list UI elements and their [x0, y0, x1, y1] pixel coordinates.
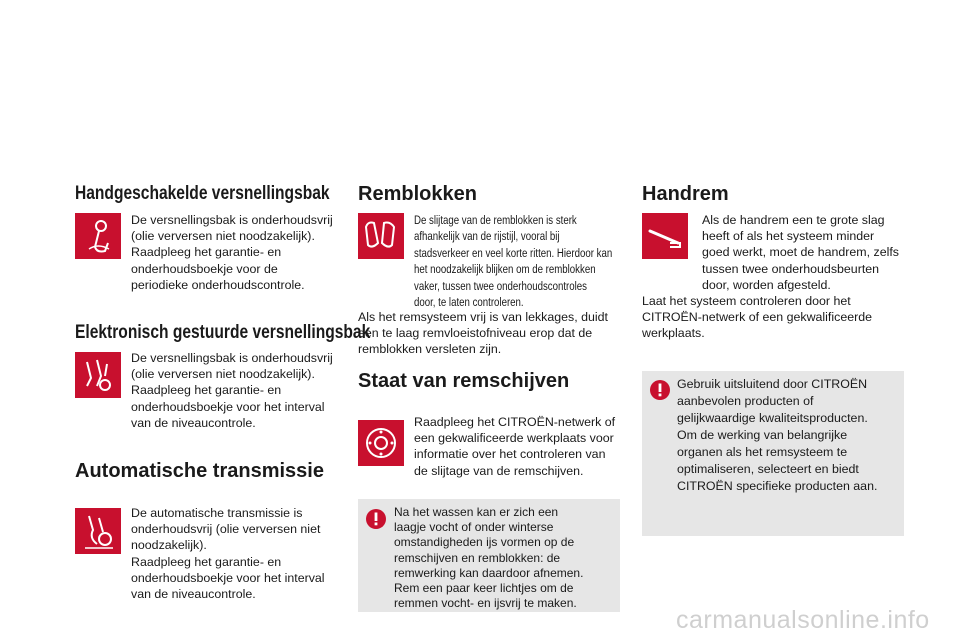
handbrake-text-2 — [642, 293, 912, 342]
text-line: informatie over het controleren van — [414, 447, 606, 462]
text-line: van de niveaucontrole. — [131, 415, 256, 430]
text-line: tussen twee onderhoudsbeurten — [702, 261, 880, 276]
automatic-transmission-icon — [75, 508, 121, 554]
text-line: afhankelijk van de rijstijl, vooral bij — [414, 229, 560, 244]
heading-brake-pads: Remblokken — [358, 183, 477, 205]
handbrake-icon — [642, 213, 688, 259]
text-line: Als de handrem een te grote slag — [702, 213, 885, 227]
text-line: CITROËN-netwerk of een gekwalificeerde — [642, 310, 873, 325]
text-line: periodieke onderhoudscontrole. — [131, 277, 305, 292]
text-line: Raadpleeg het garantie- en — [131, 554, 282, 569]
text-line: door, te laten controleren. — [414, 295, 524, 310]
text-line: goed werkt, moet de handrem, zelfs — [702, 245, 899, 260]
text-line: De automatische transmissie is — [131, 506, 303, 520]
text-line: onderhoudsvrij (olie verversen niet — [131, 522, 321, 537]
text-line: van de niveaucontrole. — [131, 587, 256, 602]
text-line: Raadpleeg het CITROËN-netwerk of — [414, 415, 616, 429]
text-line: Om de werking van belangrijke — [677, 428, 848, 442]
text-line: heeft of als het systeem minder — [702, 229, 875, 244]
brake-pads-small-text — [414, 212, 617, 310]
text-line: organen als het remsysteem te — [677, 445, 848, 459]
text-line: Raadpleeg het garantie- en — [131, 383, 282, 398]
electronic-gearbox-icon — [75, 352, 121, 398]
manual-gearbox-icon — [75, 213, 121, 259]
text-line: gelijkwaardige kwaliteitsproducten. — [677, 411, 868, 425]
text-line: (olie verversen niet noodzakelijk). — [131, 229, 315, 244]
brake-disc-icon — [358, 420, 404, 466]
text-line: CITROËN specifieke producten aan. — [677, 479, 878, 493]
text-line: Laat het systeem controleren door het — [642, 294, 851, 308]
heading-manual-gearbox: Handgeschakelde versnellingsbak — [75, 183, 330, 204]
manual-gearbox-text — [131, 212, 351, 293]
text-line: een gekwalificeerde werkplaats voor — [414, 431, 614, 446]
text-line: omstandigheden ijs vormen op de — [394, 535, 575, 550]
text-line: Gebruik uitsluitend door CITROËN — [677, 377, 868, 391]
text-line: werkplaats. — [642, 326, 705, 341]
watermark: carmanualsonline.info — [676, 606, 930, 634]
text-line: aanbevolen producten of — [677, 394, 814, 408]
brake-discs-text — [414, 414, 634, 479]
text-line: stadsverkeer en veel korte ritten. Hierdoor kan — [414, 245, 613, 260]
text-line: remblokken versleten zijn. — [358, 342, 502, 357]
automatic-transmission-text — [131, 505, 351, 602]
heading-brake-discs: Staat van remschijven — [358, 370, 570, 392]
text-line: de slijtage van de remschijven. — [414, 463, 584, 478]
text-line: onderhoudsboekje voor de — [131, 261, 278, 276]
text-line: Na het wassen kan er zich een — [394, 505, 559, 519]
text-line: De slijtage van de remblokken is sterk — [414, 213, 577, 227]
heading-electronic-gearbox: Elektronisch gestuurde versnellingsbak — [75, 322, 371, 343]
text-line: Rem een paar keer lichtjes om de — [394, 581, 574, 596]
text-line: Als het remsysteem vrij is van lekkages, duidt — [358, 310, 608, 324]
text-line: door, worden afgesteld. — [702, 277, 831, 292]
warning-icon — [650, 380, 670, 400]
text-line: remwerking kan daardoor afnemen. — [394, 565, 584, 580]
text-line: onderhoudsboekje voor het interval — [131, 570, 325, 585]
note-products-text — [677, 376, 899, 495]
text-line: De versnellingsbak is onderhoudsvrij — [131, 213, 333, 227]
text-line: Raadpleeg het garantie- en — [131, 245, 282, 260]
text-line: optimaliseren, selecteert en biedt — [677, 462, 859, 476]
text-line: De versnellingsbak is onderhoudsvrij — [131, 351, 333, 365]
brake-pads-text — [358, 309, 628, 358]
heading-handbrake: Handrem — [642, 183, 729, 205]
text-line: remmen vocht- en ijsvrij te maken. — [394, 596, 577, 611]
note-washing-text — [394, 505, 614, 611]
brake-pads-icon — [358, 213, 404, 259]
text-line: (olie verversen niet noodzakelijk). — [131, 367, 315, 382]
handbrake-text — [702, 212, 912, 293]
text-line: het noodzakelijk blijken om de remblokken — [414, 262, 596, 277]
text-line: laagje vocht of onder winterse — [394, 520, 554, 535]
warning-icon — [366, 509, 386, 529]
text-line: vaker, tussen twee onderhoudscontroles — [414, 278, 588, 293]
heading-automatic-transmission: Automatische transmissie — [75, 460, 324, 482]
text-line: een te laag remvloeistofniveau erop dat de — [358, 326, 593, 341]
electronic-gearbox-text — [131, 350, 351, 431]
text-line: remschijven en remblokken: de — [394, 550, 561, 565]
text-line: noodzakelijk). — [131, 538, 207, 553]
text-line: onderhoudsboekje voor het interval — [131, 399, 325, 414]
